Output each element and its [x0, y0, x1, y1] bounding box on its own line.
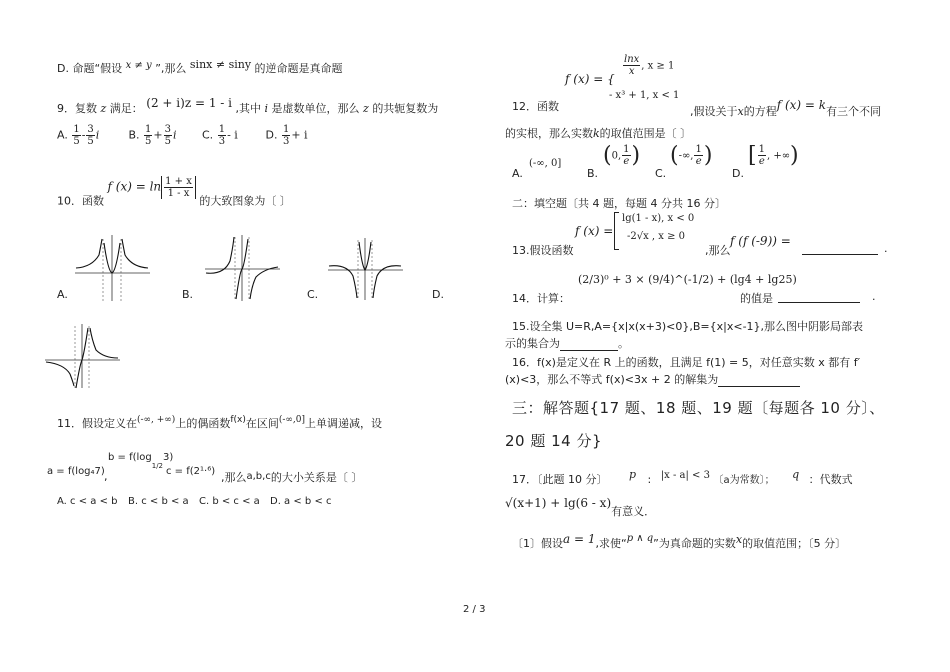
q14-answer-blank[interactable]	[778, 288, 860, 303]
q11-b-pre: b = f(log	[108, 452, 152, 463]
q10-a-curve-left	[76, 239, 102, 268]
section-fill-in-blank: 二：填空题〔共 4 题，每题 4 分共 16 分〕	[512, 197, 726, 210]
section-answer-questions-line1: 三：解答题{17 题、18 题、19 题〔每题各 10 分〕、	[512, 399, 885, 417]
q13-stem: 13.假设函数	[512, 244, 574, 257]
q11-interval1: (-∞, +∞)	[137, 415, 176, 425]
q9-stem	[57, 96, 438, 116]
q9-c-label: C.	[202, 128, 214, 142]
q9-a-n1: 1	[73, 124, 80, 135]
page-number: 2 / 3	[463, 604, 486, 615]
q12-piece1-den: x	[628, 66, 635, 77]
q12-option-c-label[interactable]: C.	[655, 167, 667, 180]
q11-stem-d: 上单调递减，设	[305, 417, 383, 430]
q9-d-n1: 1	[282, 124, 290, 135]
q9-a-label: A.	[57, 128, 68, 142]
q9-d-d1: 3	[282, 136, 290, 147]
q14-expression: (2/3)⁰ + 3 × (9/4)^(-1/2) + (lg4 + lg25)	[578, 273, 797, 286]
q9-a-op: -	[81, 128, 86, 142]
q9-a-d1: 5	[73, 136, 80, 147]
q11-stem-f: 的大小关系是〔 〕	[270, 471, 363, 484]
q12-fx-label: f (x) = {	[565, 72, 615, 86]
q10-b-curve-right	[250, 267, 278, 299]
q9-z2: z	[363, 102, 369, 115]
q14-tail: 的值是	[740, 292, 773, 305]
q9-z: z	[100, 102, 107, 115]
q16-answer-blank[interactable]	[718, 374, 800, 387]
q12-stem-mid	[690, 98, 881, 119]
q11-interval2: (-∞,0]	[278, 415, 306, 425]
q10-graph-a[interactable]	[72, 233, 152, 303]
q10-graph-c[interactable]	[325, 236, 405, 302]
q9-b-d1: 5	[145, 136, 152, 147]
q17-part1-b: ,求使“	[595, 537, 627, 550]
q9-b-label: B.	[128, 128, 140, 142]
q11-stem-c: 在区间	[245, 417, 279, 430]
q9-option-c[interactable]	[202, 124, 262, 147]
q17-expression: √(x+1) + lg(6 - x)	[505, 496, 612, 510]
q12-option-b-expr: (0, $\frac{1}{e}$ )	[603, 143, 641, 168]
q17-x: x	[735, 533, 743, 546]
q10-tail: 的大致图象为〔 〕	[199, 194, 291, 208]
q12-fx	[565, 72, 615, 86]
q8-d-mid: ”,那么	[155, 62, 187, 75]
q13-brace	[614, 212, 619, 250]
q17-tail2: 有意义．	[611, 505, 656, 518]
q11-b-arg: 3)	[163, 452, 174, 463]
q10-label-b: B.	[182, 288, 194, 301]
q10-b-curve-left	[206, 237, 234, 273]
q13-piece1: lg(1 - x), x < 0	[622, 213, 695, 224]
q12-equation: f (x) = k	[776, 98, 827, 112]
q14-stem: 14．计算：	[512, 292, 570, 305]
q10-numerator: 1 + x	[165, 176, 192, 187]
q10-label-a: A.	[57, 288, 68, 301]
q12-stem-e: 的实根，那么实数	[505, 127, 593, 140]
q12-stem-d: 有三个不同	[826, 105, 882, 118]
q9-a-d2: 5	[87, 136, 94, 147]
q17-part1	[512, 532, 846, 551]
q15-line2-text: 示的集合为	[505, 337, 560, 350]
q12-x: x	[737, 105, 744, 118]
q15-line2	[505, 335, 629, 351]
q17-note: 〔a为常数〕；	[713, 475, 775, 486]
q9-d-label: D.	[265, 128, 278, 142]
q9-stem-d: 是虚数单位，那么	[271, 102, 360, 115]
q11-b-expr	[108, 452, 173, 470]
q11-stem-a: 11．假设定义在	[57, 417, 137, 430]
q8-d-suffix: 的逆命题是真命题	[254, 62, 343, 75]
q10-c-curve-left	[329, 266, 357, 298]
q17-part1-c: ”为真命题的实数	[653, 537, 736, 550]
q17-stem-label: 17．〔此题 10 分〕	[512, 473, 608, 486]
q12-k: k	[593, 127, 600, 140]
q17-q: q	[792, 468, 800, 481]
q16-line2	[505, 371, 800, 387]
q10-label-c: C.	[307, 288, 319, 301]
q13-answer-blank[interactable]	[802, 240, 878, 255]
q17-part1-d: 的取值范围；〔5 分〕	[742, 537, 847, 550]
q15-end: 。	[618, 337, 629, 350]
q13-ask: f (f (-9)) =	[730, 234, 791, 248]
q10-stem-label: 10．函数	[57, 194, 104, 208]
q12-option-a-label[interactable]: A.	[512, 167, 523, 180]
q13-end: .	[884, 242, 888, 255]
q11-option-d[interactable]: D. a < b < c	[270, 496, 332, 507]
q12-piece1-cond: , x ≥ 1	[641, 60, 675, 72]
q10-a-curve-right	[122, 239, 148, 268]
q10-graph-d[interactable]	[42, 322, 122, 390]
q15-line1: 15.设全集 U=R,A={x|x(x+3)<0},B={x|x<-1},那么图中阴影局部表	[512, 320, 864, 333]
q17-tail: ：代数式	[808, 473, 853, 486]
q10-d-curve-left	[46, 362, 74, 386]
q16-line1: 16．f(x)是定义在 R 上的函数，且满足 f(1) = 5，对任意实数 x 都有 f′	[512, 356, 861, 369]
q9-b-d2: 5	[164, 136, 172, 147]
q17-condition-p: |x - a| < 3	[660, 470, 710, 481]
q8-d-conclusion: sinx ≠ siny	[189, 58, 252, 71]
q12-option-c-expr: (-∞, $\frac{1}{e}$ )	[670, 143, 713, 168]
q9-i: i	[264, 102, 269, 115]
q10-denominator: 1 - x	[167, 188, 190, 199]
q9-c-d1: 3	[218, 136, 226, 147]
q10-label-d: D.	[432, 288, 444, 301]
q9-stem-e: 的共轭复数为	[372, 102, 439, 115]
q9-stem-c: ,其中	[235, 102, 261, 115]
q10-c-curve-right	[373, 266, 401, 298]
q12-piece2: - x³ + 1, x < 1	[609, 90, 680, 101]
q11-stem	[57, 415, 382, 431]
q12-option-d-expr: [ $\frac{1}{e}$ , +∞)	[748, 143, 799, 168]
q12-option-b-label[interactable]: B.	[587, 167, 599, 180]
q12-option-d-label[interactable]: D.	[732, 167, 744, 180]
q9-a-i: i	[95, 128, 100, 142]
q11-fx: f(x)	[230, 415, 246, 425]
q17-p: p	[629, 468, 637, 481]
q8-d-prefix: D. 命题“假设	[57, 62, 123, 75]
q9-c-op: - i	[227, 128, 238, 142]
q11-options	[57, 496, 341, 507]
q11-c-expr: c = f(2¹·⁶)	[166, 466, 216, 477]
q17-a-value: a = 1	[563, 532, 596, 546]
q12-stem-a: 12．函数	[512, 100, 559, 113]
section-answer-questions-line2: 20 题 14 分}	[505, 432, 603, 450]
q17-part1-a: 〔1〕假设	[512, 537, 563, 550]
q13-tail: ,那么	[705, 244, 731, 257]
q10-graph-b[interactable]	[202, 233, 282, 303]
q15-answer-blank[interactable]	[560, 338, 618, 351]
q9-b-n2: 3	[164, 124, 172, 135]
q11-option-a[interactable]: A. c < a < b	[57, 496, 118, 507]
q12-stem-c: 的方程	[743, 105, 777, 118]
q10-stem	[57, 176, 291, 209]
q9-option-d[interactable]	[266, 124, 326, 147]
q12-piece1	[622, 54, 674, 77]
q12-piece1-num: lnx	[624, 54, 640, 65]
q10-d-curve-right	[90, 328, 118, 358]
q8-d-condition: x ≠ y	[125, 60, 152, 71]
q16-line2-text: (x)<3，那么不等式 f(x)<3x + 2 的解集为	[505, 373, 719, 386]
q9-b-op: +	[153, 128, 163, 142]
q10-function: f (x) = ln	[107, 179, 162, 194]
q9-stem-b: 满足：	[109, 102, 143, 115]
q13-piece2: -2√x , x ≥ 0	[627, 231, 686, 242]
q11-abc: a,b,c	[246, 471, 271, 482]
q13-fx: f (x) =	[575, 224, 614, 238]
q12-stem-b: ,假设关于	[690, 105, 738, 118]
q11-stem-e: ,那么	[221, 471, 247, 484]
q9-options	[57, 124, 326, 147]
q9-stem-a: 9．复数	[57, 102, 97, 115]
q9-d-op: + i	[291, 128, 308, 142]
q12-stem-line2	[505, 125, 691, 141]
q9-equation: (2 + i)z = 1 - i	[146, 96, 232, 110]
q17-colon: :	[647, 473, 652, 486]
q9-b-n1: 1	[145, 124, 152, 135]
q9-a-n2: 3	[87, 124, 94, 135]
q11-stem-tail	[221, 469, 362, 485]
q11-option-b[interactable]: B. c < b < a	[128, 496, 189, 507]
q14-end: .	[872, 290, 876, 303]
q8-option-d	[57, 58, 343, 76]
q11-b-base: 1/2	[151, 462, 164, 470]
q9-b-i: i	[173, 128, 177, 142]
q17-stem	[512, 468, 853, 487]
q11-stem-b: 上的偶函数	[175, 417, 231, 430]
q12-option-a-expr: (-∞, 0]	[529, 158, 562, 169]
q11-a-expr: a = f(log₄7)	[47, 466, 105, 477]
q17-expression-line	[505, 496, 655, 519]
q17-p-and-q: p ∧ q	[626, 533, 654, 544]
q12-stem-f: 的取值范围是〔 〕	[599, 127, 692, 140]
q9-c-n1: 1	[218, 124, 226, 135]
q11-option-c[interactable]: C. b < c < a	[199, 496, 260, 507]
q9-option-b[interactable]	[129, 124, 199, 147]
q9-option-a[interactable]	[57, 124, 125, 147]
